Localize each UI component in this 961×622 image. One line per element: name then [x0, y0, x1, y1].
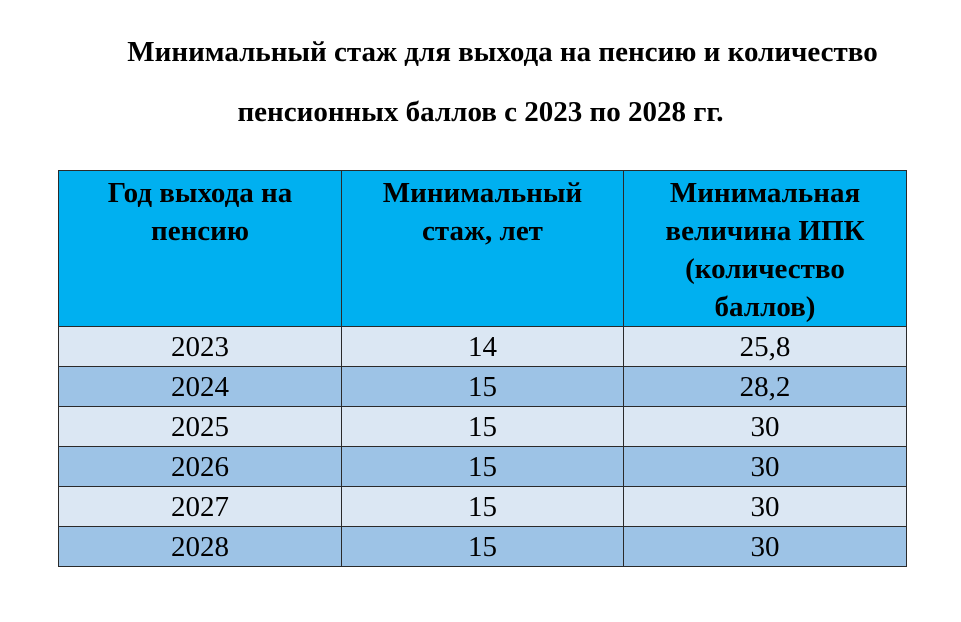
cell-experience: 15 [342, 367, 624, 407]
table-row [59, 407, 907, 447]
table-header-row [59, 171, 907, 327]
cell-ipk: 30 [624, 527, 907, 567]
cell-ipk: 30 [624, 407, 907, 447]
cell-year: 2025 [59, 407, 342, 447]
header-min-experience: Минимальный стаж, лет [342, 171, 624, 327]
cell-ipk: 30 [624, 487, 907, 527]
title-line-1: Минимальный стаж для выхода на пенсию и количество [127, 36, 878, 68]
table-row [59, 487, 907, 527]
cell-experience: 15 [342, 407, 624, 447]
cell-year: 2028 [59, 527, 342, 567]
table-row [59, 367, 907, 407]
cell-experience: 15 [342, 487, 624, 527]
header-min-ipk: Минимальная величина ИПК (количество баллов) [624, 171, 907, 327]
cell-year: 2027 [59, 487, 342, 527]
table-row [59, 527, 907, 567]
cell-experience: 15 [342, 527, 624, 567]
cell-ipk: 25,8 [624, 327, 907, 367]
page-title [0, 22, 961, 142]
cell-year: 2023 [59, 327, 342, 367]
cell-ipk: 28,2 [624, 367, 907, 407]
header-year: Год выхода на пенсию [59, 171, 342, 327]
title-line-2: пенсионных баллов с 2023 по 2028 гг. [237, 96, 724, 128]
cell-experience: 14 [342, 327, 624, 367]
table-row [59, 447, 907, 487]
cell-ipk: 30 [624, 447, 907, 487]
pension-table [58, 170, 907, 567]
cell-year: 2026 [59, 447, 342, 487]
cell-year: 2024 [59, 367, 342, 407]
cell-experience: 15 [342, 447, 624, 487]
table-row [59, 327, 907, 367]
